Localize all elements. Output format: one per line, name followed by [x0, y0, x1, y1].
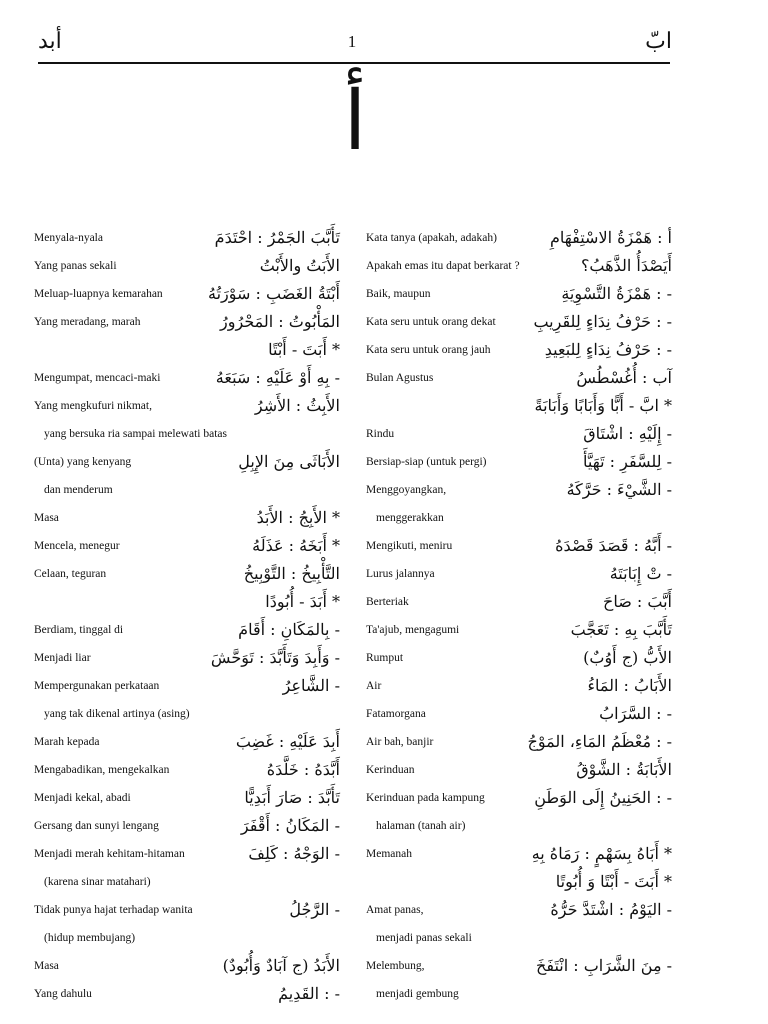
entry-row	[366, 758, 672, 786]
entry-translation: Lurus jalannya	[366, 568, 435, 580]
entry-arabic: أَبْتَةُ الغَضَبِ : سَوْرَتُهُ	[207, 284, 340, 303]
entry-translation: Yang dahulu	[34, 988, 92, 1000]
entry-row	[34, 702, 340, 730]
entry-row	[366, 310, 672, 338]
entry-arabic: - الوَجْهُ : كَلِفَ	[248, 844, 340, 863]
entry-arabic: - : القَدِيمُ	[278, 984, 340, 1003]
entry-translation: Kata tanya (apakah, adakah)	[366, 232, 497, 244]
entry-translation: dan menderum	[44, 484, 113, 496]
entry-row	[366, 926, 672, 954]
entry-arabic: * الأَبِجُ : الأَبَدُ	[256, 508, 340, 527]
entry-arabic: - : حَرْفُ نِدَاءٍ لِلقَرِيبِ	[533, 312, 672, 331]
entry-arabic: التَّأْبِيخُ : التَّوْبِيخُ	[243, 564, 340, 583]
entry-arabic: * أَبَتَ - أَبْتًا	[268, 340, 340, 359]
entry-row	[34, 450, 340, 478]
entry-row	[34, 254, 340, 282]
entry-translation: Masa	[34, 960, 59, 972]
entry-row	[34, 786, 340, 814]
entry-row	[366, 898, 672, 926]
entry-arabic: - إِلَيْهِ : اشْتَاقَ	[583, 424, 672, 443]
entry-arabic: - : مُعْظَمُ المَاءِ، المَوْجُ	[527, 732, 672, 751]
entry-arabic: آب : أُغُسْطُسُ	[576, 368, 672, 387]
entry-translation: Bulan Agustus	[366, 372, 434, 384]
entry-arabic: * أَبَتَ - أَبْتًا وَ أُبُوتًا	[555, 872, 672, 891]
entry-row	[34, 534, 340, 562]
entry-row	[34, 310, 340, 338]
entry-arabic: * أَبَخَهُ : عَذَلَهُ	[252, 536, 340, 555]
entry-translation: Apakah emas itu dapat berkarat ?	[366, 260, 520, 272]
entry-translation: Mempergunakan perkataan	[34, 680, 160, 692]
entry-row	[366, 254, 672, 282]
entry-translation: Kata seru untuk orang dekat	[366, 316, 496, 328]
entry-arabic: - الشَّاعِرُ	[282, 676, 340, 695]
header-rule	[38, 62, 670, 64]
entry-translation: Melembung,	[366, 960, 425, 972]
entry-row	[366, 786, 672, 814]
entry-translation: Yang meradang, marah	[34, 316, 141, 328]
entry-translation: Baik, maupun	[366, 288, 431, 300]
entry-translation: (hidup membujang)	[44, 932, 136, 944]
entry-row	[366, 646, 672, 674]
entry-row	[366, 842, 672, 870]
entry-translation: Yang panas sekali	[34, 260, 117, 272]
entry-arabic: * ابَّ - أَبًّا وَأَبَابًا وَأَبَابَةً	[534, 396, 672, 415]
entry-arabic: * أَبَدَ - أُبُودًا	[265, 592, 340, 611]
entry-arabic: - : حَرْفُ نِدَاءٍ لِلبَعِيدِ	[544, 340, 672, 359]
entry-row	[366, 394, 672, 422]
entry-arabic: - : السَّرَابُ	[599, 704, 672, 723]
entry-row	[34, 870, 340, 898]
entry-arabic: - أَبَّهُ : قَصَدَ قَصْدَهُ	[555, 536, 672, 555]
entry-translation: Mengikuti, meniru	[366, 540, 453, 552]
entry-row	[34, 618, 340, 646]
entry-translation: halaman (tanah air)	[376, 820, 466, 832]
entry-arabic: الأَبُّ (ج أَوُبٌ)	[583, 648, 672, 667]
entry-arabic: - مِنَ الشَّرَابِ : انْتَفَخَ	[536, 956, 672, 975]
entry-translation: Fatamorgana	[366, 708, 426, 720]
header-right-word: ابّ	[645, 29, 672, 54]
entry-row	[34, 394, 340, 422]
entry-row	[366, 870, 672, 898]
entry-row	[34, 422, 340, 450]
entry-translation: Yang mengkufuri nikmat,	[34, 400, 152, 412]
entry-arabic: تَأَبَّبَ بِهِ : تَعَجَّبَ	[570, 620, 672, 639]
entry-translation: Air	[366, 680, 382, 692]
entry-row	[34, 954, 340, 982]
entry-arabic: أَبِدَ عَلَيْهِ : غَضِبَ	[235, 732, 340, 751]
entry-translation: Tidak punya hajat terhadap wanita	[34, 904, 193, 916]
entry-row	[34, 730, 340, 758]
entry-row	[34, 758, 340, 786]
entry-arabic: أَبَّبَ : صَاحَ	[603, 592, 672, 611]
entry-arabic: - : هَمْزَةُ التَّسْوِيَةِ	[561, 284, 672, 303]
entry-translation: Masa	[34, 512, 59, 524]
entry-row	[34, 338, 340, 366]
entry-row	[366, 814, 672, 842]
entry-translation: yang tak dikenal artinya (asing)	[44, 708, 190, 720]
entry-translation: Bersiap-siap (untuk pergi)	[366, 456, 487, 468]
entry-translation: Menjadi kekal, abadi	[34, 792, 131, 804]
entry-row	[34, 674, 340, 702]
entry-translation: Menjadi liar	[34, 652, 91, 664]
entry-arabic: - وَأَبِدَ وَتَأَبَّدَ : تَوَحَّشَ	[210, 648, 340, 667]
entry-translation: (Unta) yang kenyang	[34, 456, 132, 468]
entry-translation: (karena sinar matahari)	[44, 876, 151, 888]
entry-arabic: الأَبَاثَى مِنَ الإِبِلِ	[238, 452, 340, 471]
entry-translation: Mencela, menegur	[34, 540, 120, 552]
entry-arabic: الأَبِثُ : الأَشِرُ	[254, 396, 340, 415]
entry-row	[366, 562, 672, 590]
entry-row	[366, 954, 672, 982]
entry-row	[34, 562, 340, 590]
entry-arabic: أَيَصْدَأُ الذَّهَبُ؟	[580, 256, 672, 275]
entry-translation: Kerinduan pada kampung	[366, 792, 485, 804]
entry-arabic: - : الحَنِينُ إِلَى الوَطَنِ	[534, 788, 672, 807]
entry-translation: Ta'ajub, mengagumi	[366, 624, 460, 636]
entry-translation: Air bah, banjir	[366, 736, 434, 748]
entry-arabic: - تْ إِبَابَتَهُ	[609, 564, 672, 583]
entry-arabic: * أَبَاهُ بِسَهْمٍ : رَمَاهُ بِهِ	[531, 844, 672, 863]
entry-row	[34, 926, 340, 954]
entry-row	[34, 366, 340, 394]
entry-translation: yang bersuka ria sampai melewati batas	[44, 428, 227, 440]
entry-arabic: - الشَّيْءَ : حَرَّكَهُ	[566, 480, 672, 499]
entry-arabic: الأَبَدُ (ج آبَادٌ وَأُبُودٌ)	[222, 956, 340, 975]
entry-arabic: أَبَّدَهُ : خَلَّدَهُ	[266, 760, 340, 779]
entry-arabic: - الرَّجُلُ	[289, 900, 340, 919]
entry-translation: Berteriak	[366, 596, 409, 608]
entry-row	[366, 618, 672, 646]
entry-translation: Menjadi merah kehitam-hitaman	[34, 848, 185, 860]
entry-arabic: - بِالمَكَانِ : أَقَامَ	[238, 620, 340, 639]
entry-row	[366, 590, 672, 618]
entry-arabic: المَأْبُوتُ : المَحْرُورُ	[220, 312, 340, 331]
entry-arabic: الأَبَابَةُ : الشَّوْقُ	[576, 760, 672, 779]
entry-row	[366, 674, 672, 702]
entry-translation: Menyala-nyala	[34, 232, 103, 244]
section-letter: أ	[343, 74, 367, 169]
entry-arabic: أ : هَمْزَةُ الاسْتِفْهَامِ	[549, 228, 672, 247]
entry-row	[34, 226, 340, 254]
entry-row	[366, 478, 672, 506]
entry-translation: Berdiam, tinggal di	[34, 624, 124, 636]
entry-row	[34, 646, 340, 674]
entry-translation: Kata seru untuk orang jauh	[366, 344, 491, 356]
entry-arabic: تَأَبَّدَ : صَارَ أَبَدِيًّا	[244, 788, 340, 807]
entry-translation: Rindu	[366, 428, 395, 440]
entry-row	[34, 814, 340, 842]
entry-row	[34, 898, 340, 926]
entry-row	[34, 506, 340, 534]
header-left-word: أبد	[38, 29, 62, 54]
entry-translation: Meluap-luapnya kemarahan	[34, 288, 163, 300]
entry-row	[366, 282, 672, 310]
entry-row	[366, 422, 672, 450]
entry-row	[366, 982, 672, 1010]
entry-row	[366, 338, 672, 366]
entry-row	[366, 702, 672, 730]
entry-row	[366, 506, 672, 534]
entry-row	[366, 730, 672, 758]
entry-translation: menggerakkan	[376, 512, 444, 524]
entry-translation: menjadi gembung	[376, 988, 459, 1000]
page-number: 1	[347, 32, 357, 51]
entry-translation: Mengabadikan, mengekalkan	[34, 764, 170, 776]
entry-arabic: الأَبَابُ : المَاءُ	[587, 676, 672, 695]
entry-arabic: - اليَوْمُ : اشْتَدَّ حَرُّهُ	[550, 900, 672, 919]
entry-translation: Kerinduan	[366, 764, 415, 776]
entry-translation: Celaan, teguran	[34, 568, 107, 580]
entry-arabic: - بِهِ أَوْ عَلَيْهِ : سَبَعَهُ	[215, 368, 340, 387]
entry-arabic: تَأَبَّبَ الجَمْرُ : احْتَدَمَ	[214, 228, 340, 247]
entry-translation: Mengumpat, mencaci-maki	[34, 372, 161, 384]
entry-translation: menjadi panas sekali	[376, 932, 472, 944]
entry-row	[366, 534, 672, 562]
entry-row	[34, 590, 340, 618]
entry-translation: Marah kepada	[34, 736, 100, 748]
entry-arabic: - المَكَانُ : أَقْفَرَ	[240, 816, 340, 835]
entry-row	[34, 982, 340, 1010]
entry-translation: Amat panas,	[366, 904, 424, 916]
entry-row	[34, 478, 340, 506]
entry-row	[34, 842, 340, 870]
entry-arabic: الأَبَتُ والأَبْتُ	[259, 256, 340, 275]
entry-arabic: - لِلسَّفَرِ : تَهَيَّأَ	[583, 452, 672, 471]
entry-translation: Gersang dan sunyi lengang	[34, 820, 159, 832]
entry-row	[366, 450, 672, 478]
entry-translation: Memanah	[366, 848, 412, 860]
entry-row	[366, 366, 672, 394]
entry-translation: Menggoyangkan,	[366, 484, 447, 496]
entry-translation: Rumput	[366, 652, 404, 664]
entry-row	[34, 282, 340, 310]
entry-row	[366, 226, 672, 254]
